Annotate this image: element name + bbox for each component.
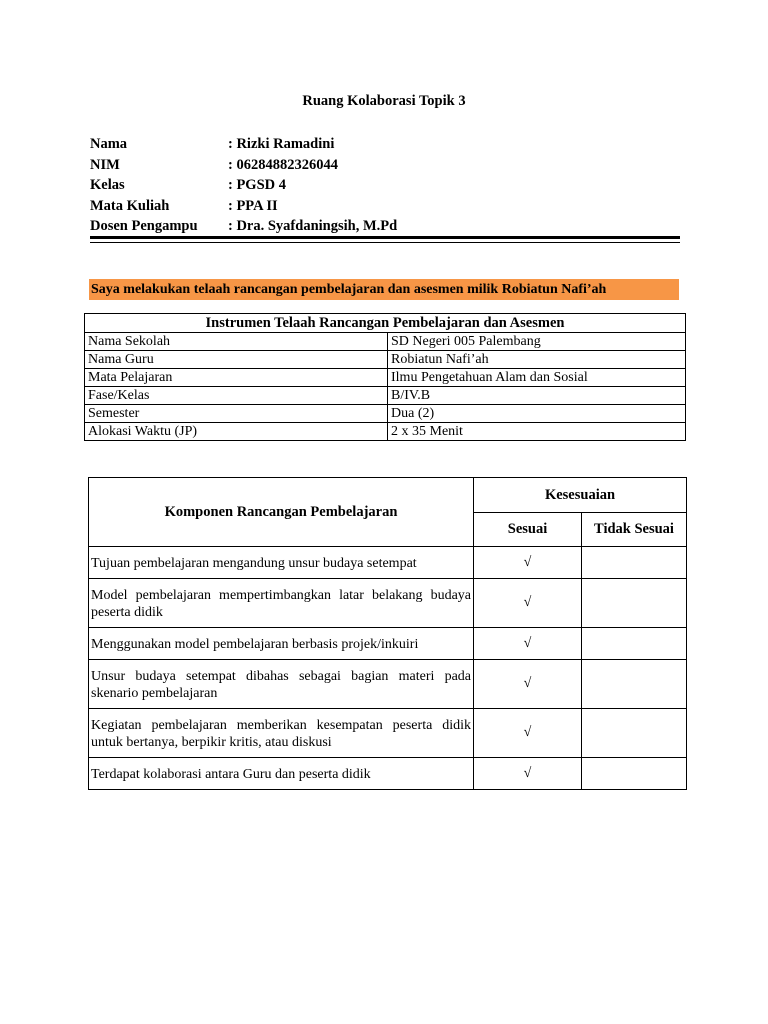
table-row — [85, 333, 686, 351]
table-cell-value: Dua (2) — [388, 405, 686, 423]
identity-value: : 06284882326044 — [228, 156, 338, 173]
identity-value: : Rizki Ramadini — [228, 136, 335, 152]
empty-cell — [582, 758, 687, 790]
table-cell-label: Alokasi Waktu (JP) — [85, 423, 388, 441]
table-row — [89, 709, 687, 758]
table-cell-value: SD Negeri 005 Palembang — [388, 333, 686, 351]
table-row — [85, 351, 686, 369]
identity-value: : PGSD 4 — [228, 177, 286, 193]
identity-row-mata-kuliah — [90, 196, 397, 217]
check-mark: √ — [474, 579, 582, 628]
document-title: Ruang Kolaborasi Topik 3 — [302, 93, 466, 109]
identity-row-dosen — [90, 216, 397, 237]
table-row — [89, 660, 687, 709]
component-text: Terdapat kolaborasi antara Guru dan peserta didik — [89, 758, 474, 790]
identity-block — [90, 134, 397, 237]
table-cell-value: Ilmu Pengetahuan Alam dan Sosial — [388, 369, 686, 387]
check-mark: √ — [474, 547, 582, 579]
table-row — [85, 405, 686, 423]
table-cell-label: Fase/Kelas — [85, 387, 388, 405]
identity-label: NIM — [90, 156, 120, 173]
divider-thick — [90, 236, 680, 239]
kesesuaian-header: Kesesuaian — [474, 478, 687, 513]
identity-label: Nama — [90, 136, 128, 152]
component-text: Unsur budaya setempat dibahas sebagai bagian materi pada skenario pembelajaran — [89, 660, 474, 709]
check-mark: √ — [474, 709, 582, 758]
table-cell-label: Semester — [85, 405, 388, 423]
table-row — [85, 387, 686, 405]
check-mark: √ — [474, 660, 582, 709]
identity-row-nama — [90, 134, 397, 155]
table-cell-value: Robiatun Nafi’ah — [388, 351, 686, 369]
table-cell-label: Nama Sekolah — [85, 333, 388, 351]
check-mark: √ — [474, 628, 582, 660]
component-text: Menggunakan model pembelajaran berbasis projek/inkuiri — [89, 628, 474, 660]
table-row — [89, 758, 687, 790]
empty-cell — [582, 628, 687, 660]
table-cell-value: B/IV.B — [388, 387, 686, 405]
identity-value: : PPA II — [228, 197, 278, 214]
identity-label: Mata Kuliah — [90, 197, 170, 214]
component-text: Kegiatan pembelajaran memberikan kesempatan peserta didik untuk bertanya, berpikir kritis, atau diskusi — [89, 709, 474, 758]
empty-cell — [582, 709, 687, 758]
components-header: Komponen Rancangan Pembelajaran — [89, 478, 474, 547]
highlighted-statement: Saya melakukan telaah rancangan pembelajaran dan asesmen milik Robiatun Nafi’ah — [89, 279, 679, 300]
identity-row-kelas — [90, 175, 397, 196]
table-row — [89, 547, 687, 579]
empty-cell — [582, 660, 687, 709]
table-cell-label: Nama Guru — [85, 351, 388, 369]
identity-row-nim — [90, 155, 397, 176]
component-text: Tujuan pembelajaran mengandung unsur budaya setempat — [89, 547, 474, 579]
divider-thin — [90, 242, 680, 243]
table-cell-label: Mata Pelajaran — [85, 369, 388, 387]
identity-label: Dosen Pengampu — [90, 218, 198, 234]
instrument-table-header: Instrumen Telaah Rancangan Pembelajaran dan Asesmen — [85, 314, 686, 333]
table-row — [89, 628, 687, 660]
table-row — [89, 579, 687, 628]
identity-label: Kelas — [90, 177, 125, 193]
table-row — [85, 423, 686, 441]
instrument-table — [84, 313, 686, 441]
components-table — [88, 477, 687, 790]
sesuai-header: Sesuai — [474, 513, 582, 547]
empty-cell — [582, 547, 687, 579]
check-mark: √ — [474, 758, 582, 790]
component-text: Model pembelajaran mempertimbangkan latar belakang budaya peserta didik — [89, 579, 474, 628]
table-row — [85, 369, 686, 387]
tidak-sesuai-header: Tidak Sesuai — [582, 513, 687, 547]
identity-value: : Dra. Syafdaningsih, M.Pd — [228, 218, 398, 234]
empty-cell — [582, 579, 687, 628]
table-cell-value: 2 x 35 Menit — [388, 423, 686, 441]
